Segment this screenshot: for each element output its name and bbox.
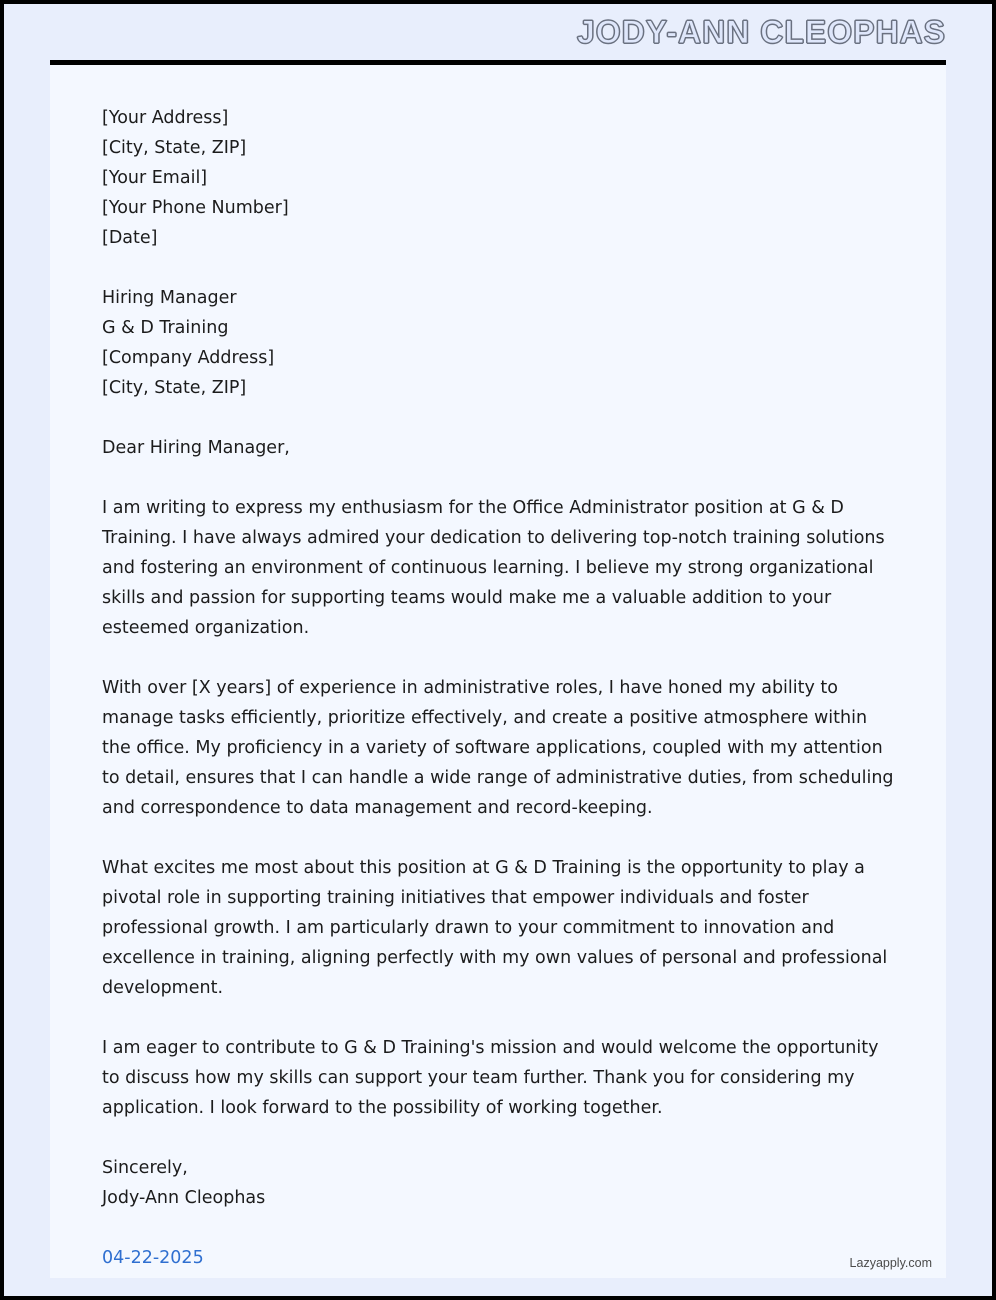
sender-line: [Your Phone Number]	[102, 198, 289, 218]
closing-line: Sincerely,	[102, 1158, 188, 1178]
sender-line: [City, State, ZIP]	[102, 138, 247, 158]
letter-paragraph: With over [X years] of experience in administrative roles, I have honed my ability to manage tasks efficiently, prioritize effectively, and create a positive atmosphere within the office. My proficiency in a variety of software applications, coupled with my attention to detail, ensures that I can handle a wide range of administrative duties, from scheduling and correspondence to data management and record-keeping.	[102, 678, 894, 818]
brand-watermark: Lazyapply.com	[849, 1256, 932, 1270]
recipient-line: [Company Address]	[102, 348, 275, 368]
letter-date: 04-22-2025	[102, 1248, 204, 1268]
sender-line: [Your Email]	[102, 168, 208, 188]
signature-block	[102, 1153, 894, 1213]
spacer	[102, 463, 894, 493]
spacer	[102, 403, 894, 433]
recipient-line: [City, State, ZIP]	[102, 378, 247, 398]
recipient-address-block	[102, 283, 894, 403]
recipient-line: Hiring Manager	[102, 288, 237, 308]
sender-address-block	[102, 103, 894, 253]
sender-line: [Your Address]	[102, 108, 229, 128]
letter-paragraph: What excites me most about this position at G & D Training is the opportunity to play a pivotal role in supporting training initiatives that empower individuals and foster professional growth. I am particularly drawn to your commitment to innovation and excellence in training, aligning perfectly with my own values of personal and professional development.	[102, 858, 888, 998]
letter-paragraph: I am writing to express my enthusiasm for the Office Administrator position at G & D Training. I have always admired your dedication to delivering top-notch training solutions and fostering an environment of continuous learning. I believe my strong organizational skills and passion for supporting teams would make me a valuable addition to your esteemed organization.	[102, 498, 885, 638]
sender-line: [Date]	[102, 228, 158, 248]
cover-letter-body	[50, 60, 946, 1278]
signature-name: Jody-Ann Cleophas	[102, 1188, 266, 1208]
document-header	[4, 4, 992, 60]
spacer	[102, 253, 894, 283]
salutation: Dear Hiring Manager,	[102, 438, 290, 458]
letter-paragraph: I am eager to contribute to G & D Training's mission and would welcome the opportunity to discuss how my skills can support your team further. Thank you for considering my application. I look forward to the possibility of working together.	[102, 1038, 879, 1118]
page-title: JODY-ANN CLEOPHAS	[576, 13, 946, 50]
recipient-line: G & D Training	[102, 318, 229, 338]
